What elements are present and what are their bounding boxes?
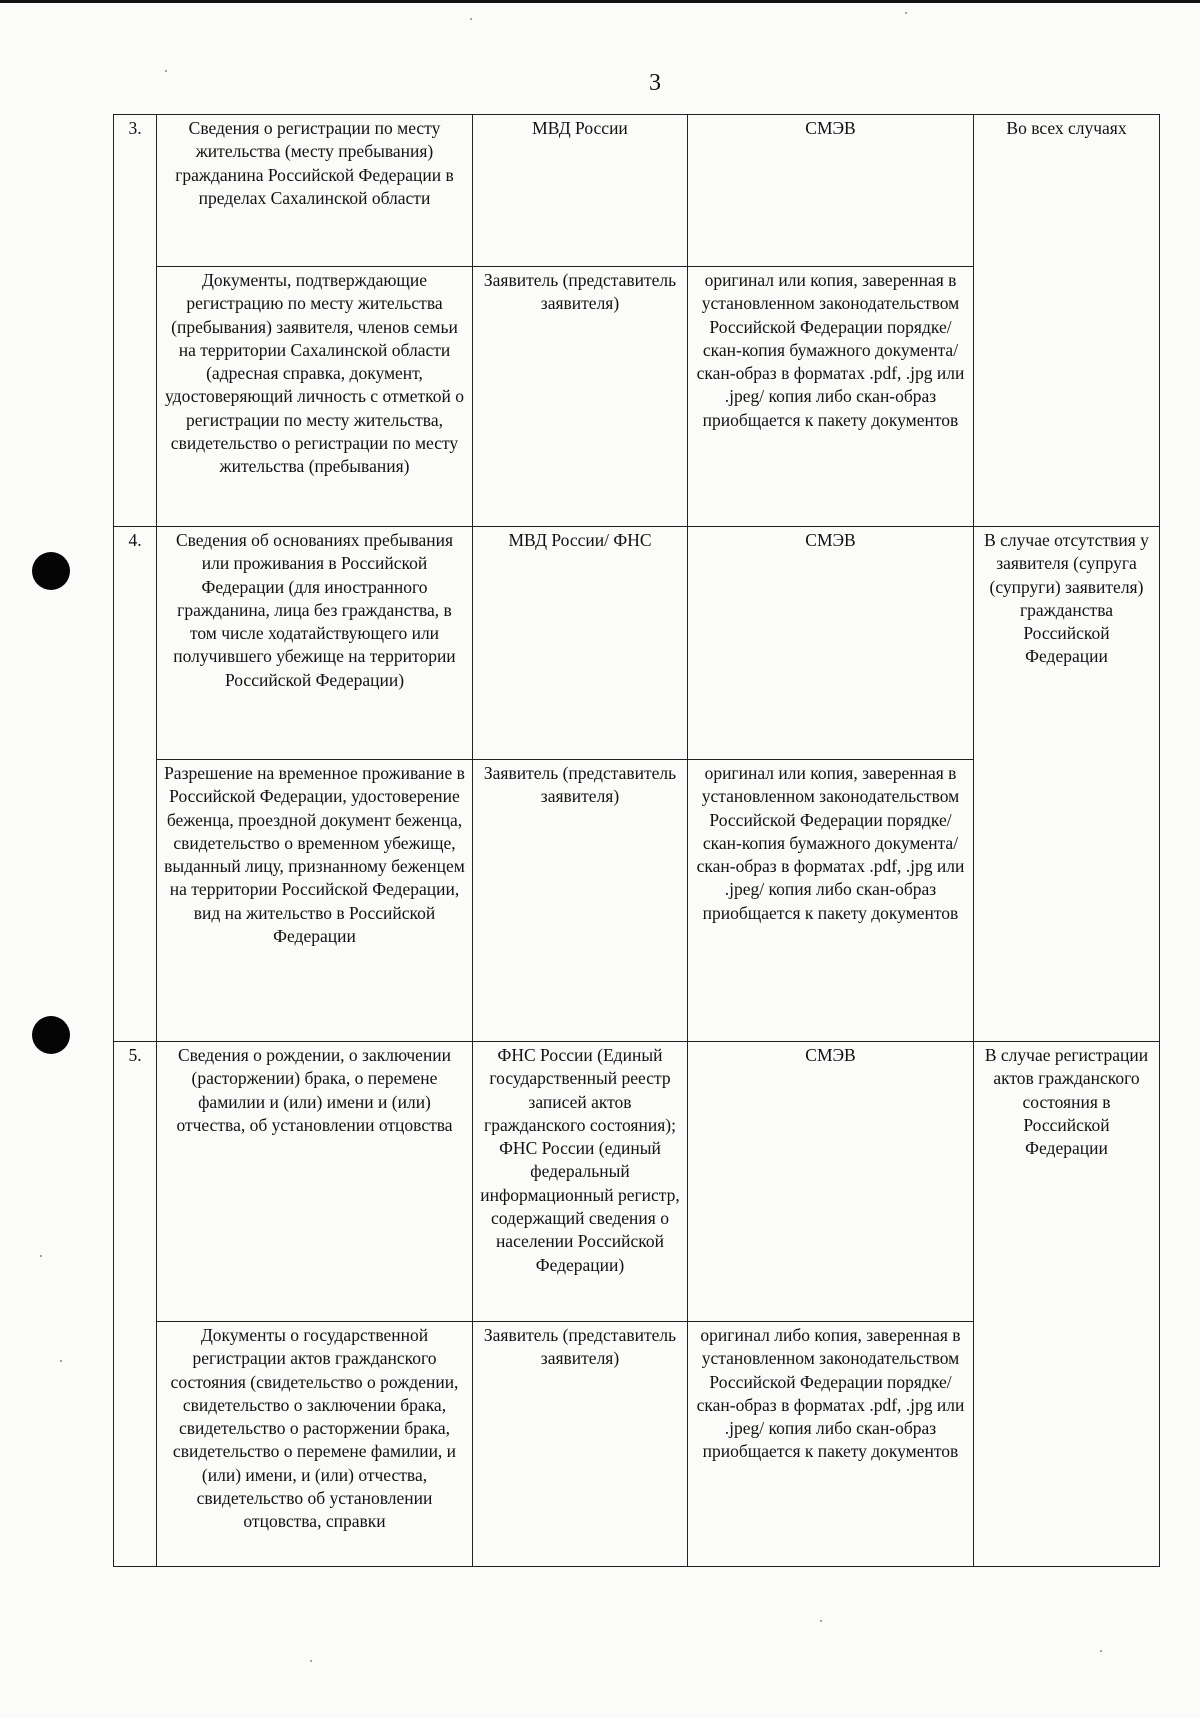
punch-hole xyxy=(32,552,70,590)
table-row xyxy=(114,527,1160,760)
punch-hole xyxy=(32,1016,70,1054)
condition-cell: В случае отсутствия у заявителя (супруга (супруги) заявителя) гражданства Российской Федерации xyxy=(974,527,1160,1042)
submission-method: оригинал или копия, заверенная в установленном законодательством Российской Федерации порядке/ скан-копия бумажного документа/скан-образ в форматах .pdf, .jpg или .jpeg/ копия либо скан-образ приобщается к пакету документов xyxy=(688,760,974,1042)
submission-method: СМЭВ xyxy=(688,527,974,760)
table-row xyxy=(114,115,1160,267)
submission-method: оригинал либо копия, заверенная в установленном законодательством Российской Федерации порядке/скан-образ в форматах .pdf, .jpg или .jpeg/ копия либо скан-образ приобщается к пакету документов xyxy=(688,1322,974,1567)
document-source: МВД России/ ФНС xyxy=(473,527,688,760)
submission-method: оригинал или копия, заверенная в установленном законодательством Российской Федерации порядке/ скан-копия бумажного документа/скан-образ в форматах .pdf, .jpg или .jpeg/ копия либо скан-образ приобщается к пакету документов xyxy=(688,267,974,527)
submission-method: СМЭВ xyxy=(688,115,974,267)
scan-speck xyxy=(820,1620,822,1622)
condition-cell: В случае регистрации актов гражданского состояния в Российской Федерации xyxy=(974,1042,1160,1567)
scan-speck xyxy=(905,12,907,14)
scan-speck xyxy=(310,1660,312,1662)
scan-speck xyxy=(470,18,472,20)
submission-method: СМЭВ xyxy=(688,1042,974,1322)
document-source: Заявитель (представитель заявителя) xyxy=(473,267,688,527)
document-source: МВД России xyxy=(473,115,688,267)
condition-cell: Во всех случаях xyxy=(974,115,1160,527)
document-name: Разрешение на временное проживание в Российской Федерации, удостоверение беженца, проездной документ беженца, свидетельство о временном убежище, выданный лицу, признанному беженцем на территории Российской Федерации, вид на жительство в Российской Федерации xyxy=(157,760,473,1042)
document-source: ФНС России (Единый государственный реестр записей актов гражданского состояния); ФНС России (единый федеральный информационный регистр, содержащий сведения о населении Российской Федерации) xyxy=(473,1042,688,1322)
scan-speck xyxy=(40,1255,42,1257)
document-name: Сведения о рождении, о заключении (расторжении) брака, о перемене фамилии и (или) имени и (или) отчества, об установлении отцовства xyxy=(157,1042,473,1322)
row-number: 5. xyxy=(114,1042,157,1567)
row-number: 4. xyxy=(114,527,157,1042)
top-border-line xyxy=(0,0,1200,3)
document-source: Заявитель (представитель заявителя) xyxy=(473,1322,688,1567)
scan-speck xyxy=(60,1360,62,1362)
document-name: Сведения о регистрации по месту жительства (месту пребывания) гражданина Российской Федерации в пределах Сахалинской области xyxy=(157,115,473,267)
documents-table xyxy=(113,114,1160,1567)
scan-speck xyxy=(165,70,167,72)
document-name: Сведения об основаниях пребывания или проживания в Российской Федерации (для иностранного гражданина, лица без гражданства, в том числе ходатайствующего или получившего убежище на территории Российской Федерации) xyxy=(157,527,473,760)
document-name: Документы о государственной регистрации актов гражданского состояния (свидетельство о рождении, свидетельство о заключении брака, свидетельство о расторжении брака, свидетельство о перемене фамилии, и (или) имени, и (или) отчества, свидетельство об установлении отцовства, справки xyxy=(157,1322,473,1567)
table-row xyxy=(114,1042,1160,1322)
row-number: 3. xyxy=(114,115,157,527)
page-number: 3 xyxy=(649,70,661,96)
document-name: Документы, подтверждающие регистрацию по месту жительства (пребывания) заявителя, членов семьи на территории Сахалинской области (адресная справка, документ, удостоверяющий личность с отметкой о регистрации по месту жительства, свидетельство о регистрации по месту жительства (пребывания) xyxy=(157,267,473,527)
document-source: Заявитель (представитель заявителя) xyxy=(473,760,688,1042)
scan-speck xyxy=(1100,1650,1102,1652)
